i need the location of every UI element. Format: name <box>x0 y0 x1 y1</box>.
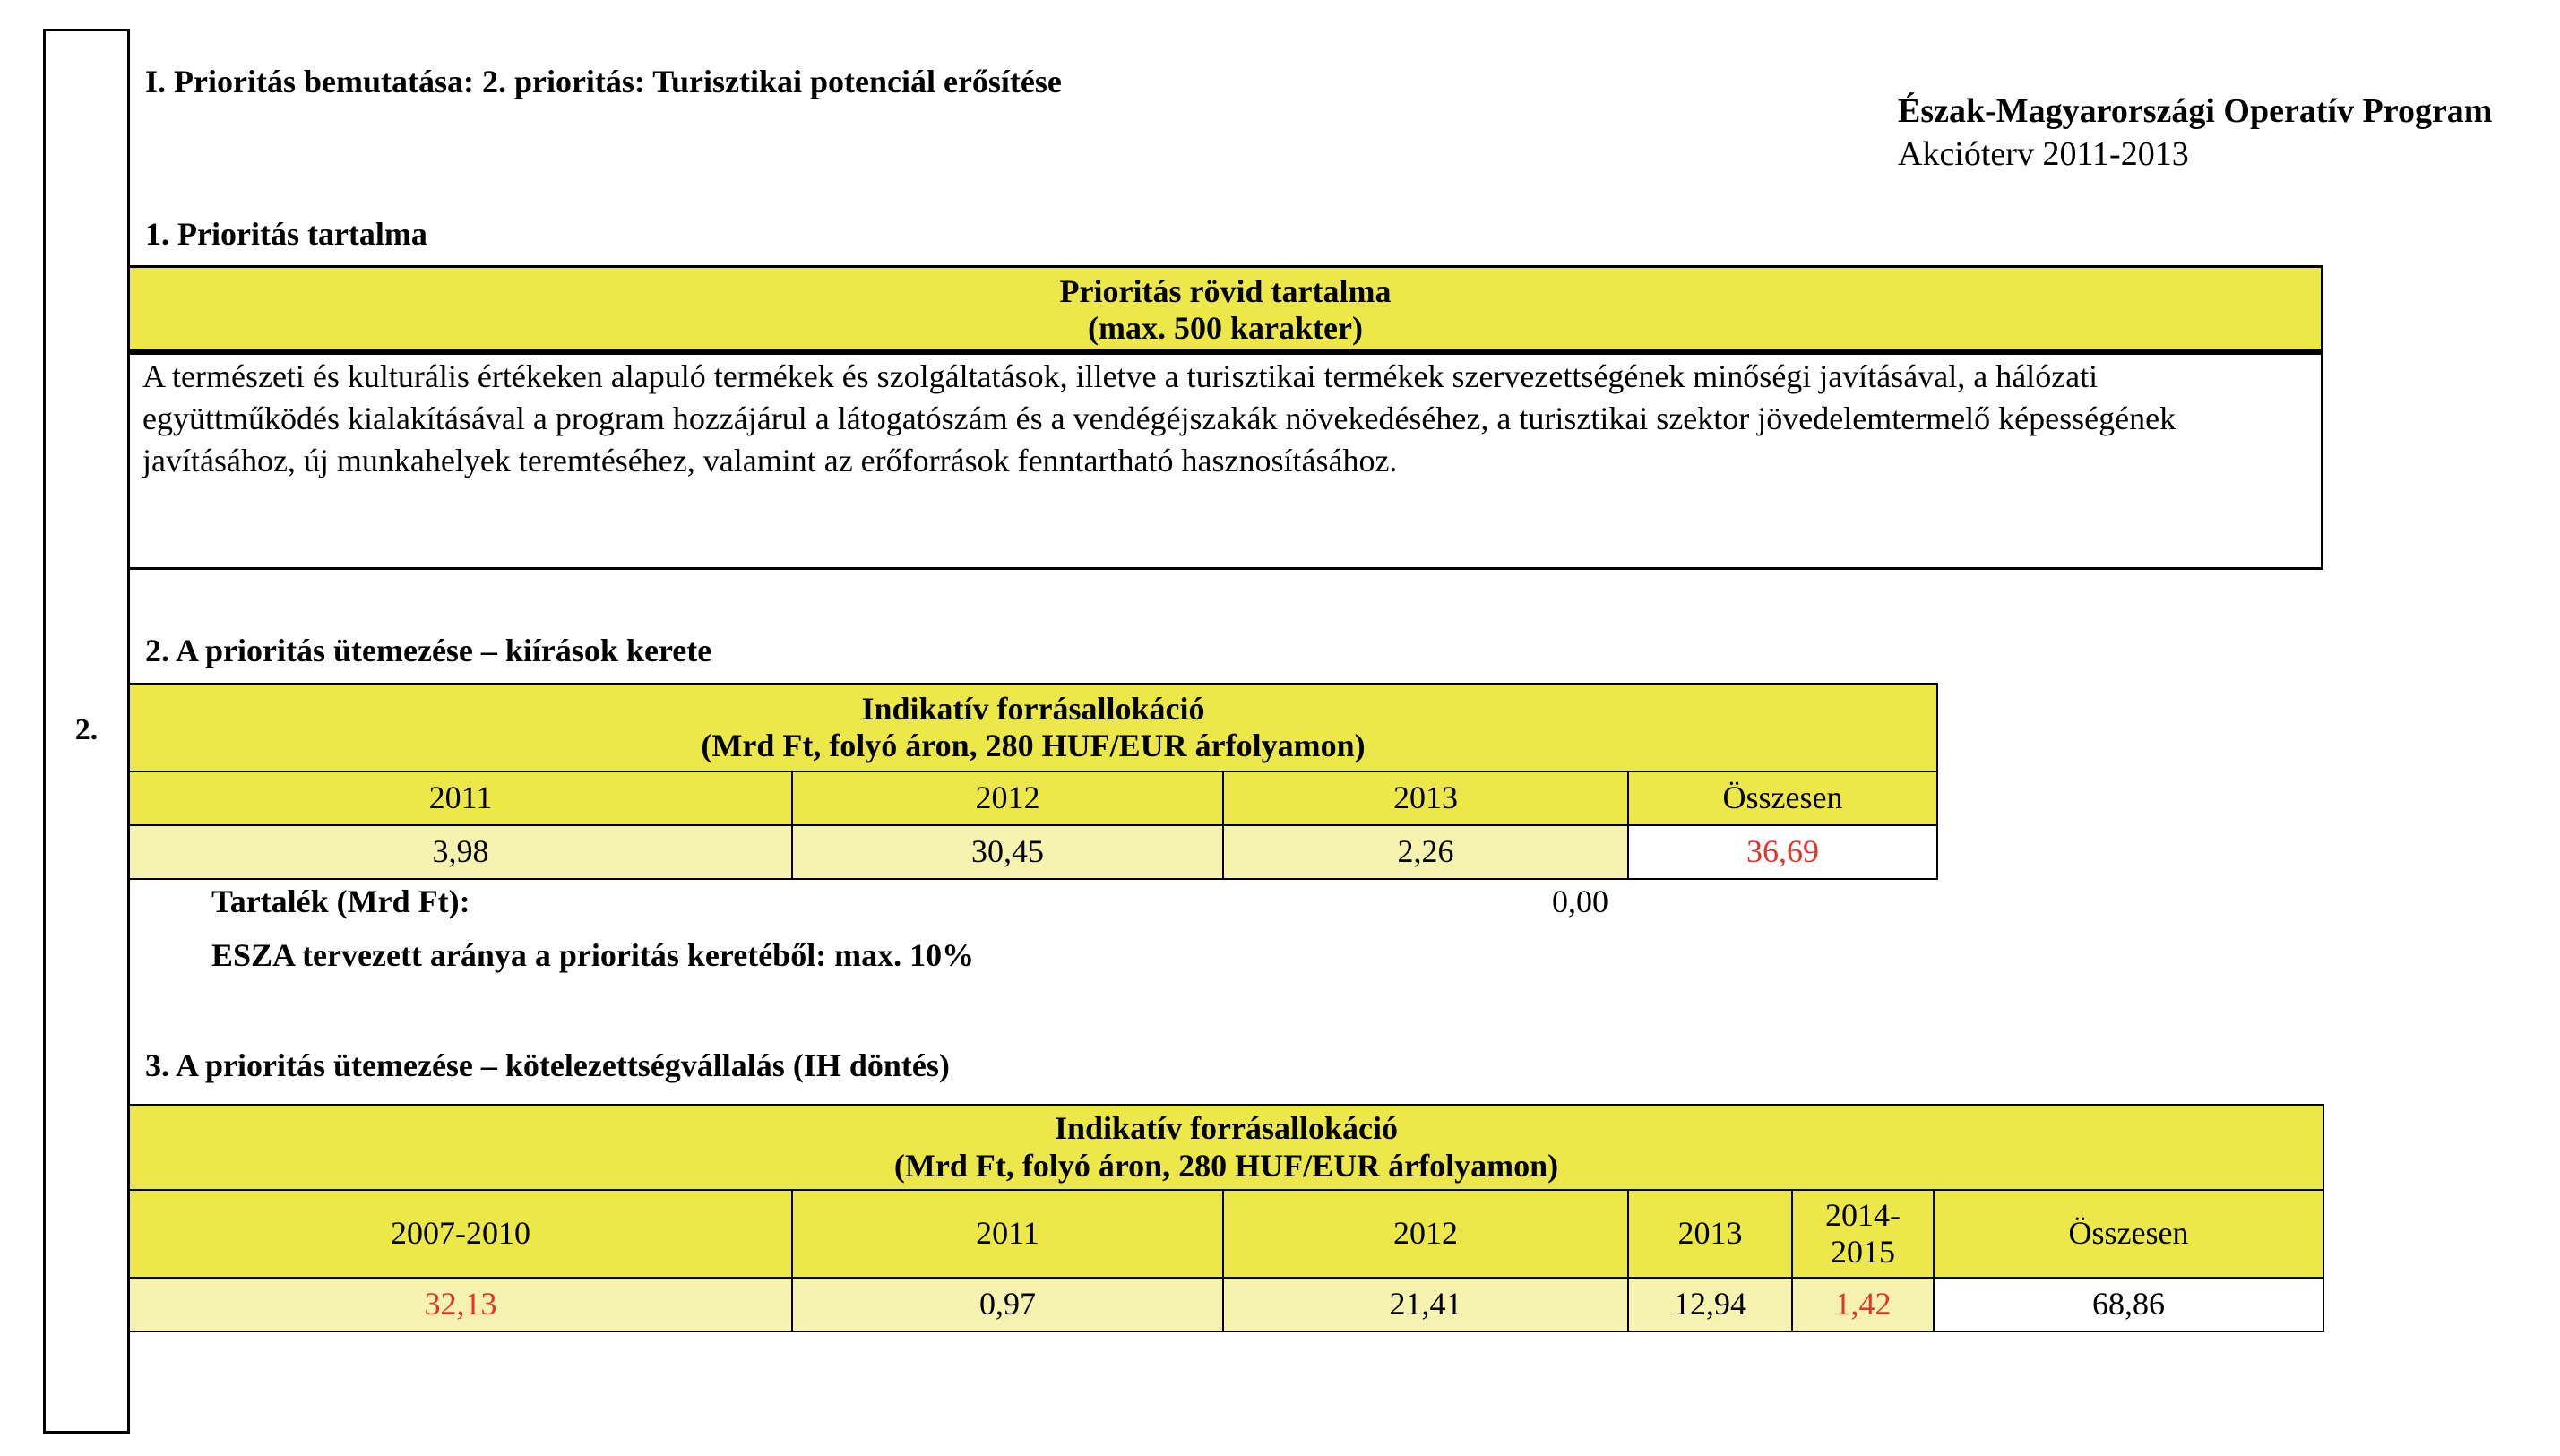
program-plan: Akcióterv 2011-2013 <box>1898 135 2189 173</box>
s2-val-2011: 3,98 <box>130 825 792 879</box>
section3-heading: 3. A prioritás ütemezése – kötelezettségvállalás (IH döntés) <box>145 1047 950 1083</box>
section1-content <box>130 349 2323 570</box>
section2-table-title-line1: Indikatív forrásallokáció <box>861 690 1205 727</box>
section2-table <box>130 683 1938 880</box>
reserve-label: Tartalék (Mrd Ft): <box>211 883 470 919</box>
section2-heading: 2. A prioritás ütemezése – kiírások kerete <box>145 633 712 668</box>
section1-box-header-line2: (max. 500 karakter) <box>1088 310 1363 346</box>
section3-table-title-line2: (Mrd Ft, folyó áron, 280 HUF/EUR árfolyamon) <box>893 1147 1559 1184</box>
side-number: 2. <box>74 713 99 746</box>
s2-val-2012: 30,45 <box>792 825 1223 879</box>
s3-val-2014-2015: 1,42 <box>1792 1278 1934 1331</box>
s3-col-total: Összesen <box>1934 1190 2323 1278</box>
section3-table-title <box>130 1105 2323 1190</box>
s3-val-total: 68,86 <box>1934 1278 2323 1331</box>
program-name: Észak-Magyarországi Operatív Program <box>1898 92 2493 130</box>
s3-col-2007-2010: 2007-2010 <box>130 1190 792 1278</box>
s3-val-2012: 21,41 <box>1223 1278 1628 1331</box>
s3-col-2013: 2013 <box>1628 1190 1792 1278</box>
section2-table-title-line2: (Mrd Ft, folyó áron, 280 HUF/EUR árfolyamon) <box>701 728 1366 763</box>
s3-val-2011: 0,97 <box>792 1278 1223 1331</box>
s2-col-total: Összesen <box>1628 771 1937 825</box>
s2-col-2011: 2011 <box>130 771 792 825</box>
section1-header-table <box>130 265 2323 355</box>
section1-text: A természeti és kulturális értékeken alapuló termékek és szolgáltatások, illetve a turisztikai termékek szervezettségének minőségi javításával, a hálózati együttműködés kialakításával a program hozzájárul a látogatószám és a vendégéjszakák növekedéséhez, a turisztikai szektor jövedelemtermelő képességének javításához, új munkahelyek teremtéséhez, valamint az erőforrások fenntartható hasznosításához. <box>142 358 2176 478</box>
s3-col-2014: 2014- <box>1825 1196 1901 1233</box>
s3-col-2012: 2012 <box>1223 1190 1628 1278</box>
page-title: I. Prioritás bemutatása: 2. prioritás: Turisztikai potenciál erősítése <box>145 64 1062 99</box>
section3-table-title-line1: Indikatív forrásallokáció <box>1055 1110 1399 1147</box>
s2-col-2013: 2013 <box>1223 771 1628 825</box>
s2-val-2013: 2,26 <box>1223 825 1628 879</box>
s3-col-2015: 2015 <box>1831 1234 1895 1270</box>
s2-col-2012: 2012 <box>792 771 1223 825</box>
s3-val-2007-2010: 32,13 <box>130 1278 792 1331</box>
reserve-value: 0,00 <box>1552 883 1608 919</box>
section1-box-header <box>130 267 2323 354</box>
s3-col-2014-2015 <box>1792 1190 1934 1278</box>
s3-col-2011: 2011 <box>792 1190 1223 1278</box>
esza-text: ESZA tervezett aránya a prioritás keretéből: max. 10% <box>211 937 975 973</box>
s2-val-total: 36,69 <box>1628 825 1937 879</box>
section1-heading: 1. Prioritás tartalma <box>145 216 427 252</box>
section3-table <box>130 1104 2324 1332</box>
section1-box-header-line1: Prioritás rövid tartalma <box>1059 272 1392 309</box>
s3-val-2013: 12,94 <box>1628 1278 1792 1331</box>
section2-table-title <box>130 684 1937 771</box>
